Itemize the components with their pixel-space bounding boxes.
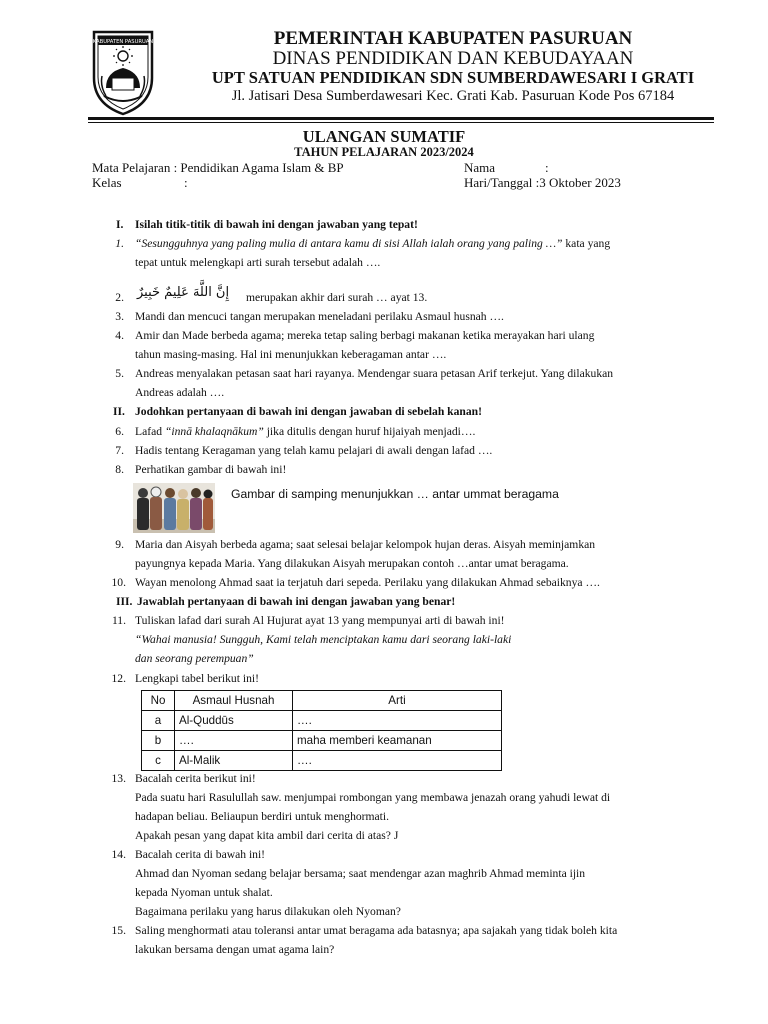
question-6-transliteration: “innā khalaqnākum”	[164, 425, 264, 438]
question-15-line-2: lakukan bersama dengan umat agama lain?	[135, 943, 335, 956]
question-11-text: Tuliskan lafad dari surah Al Hujurat ayat 13 yang mempunyai arti di bawah ini!	[135, 614, 505, 627]
regency-emblem-logo	[88, 26, 158, 116]
table-header-row	[142, 691, 502, 711]
question-2-number: 2.	[115, 291, 124, 304]
question-5-line-1: Andreas menyalakan petasan saat hari rayanya. Mendengar suara petasan Arif terkejut. Yang dilakukan	[135, 367, 614, 380]
question-9-line-1: Maria dan Aisyah berbeda agama; saat selesai belajar kelompok hujan deras. Aisyah meminjamkan	[135, 538, 596, 551]
class-colon: :	[184, 175, 188, 190]
table-row	[142, 751, 502, 771]
header-divider-thin	[88, 122, 714, 123]
question-1-number: 1.	[115, 237, 124, 250]
logo-label: KABUPATEN PASURUAN	[92, 39, 154, 45]
question-3-text: Mandi dan mencuci tangan merupakan meneladani perilaku Asmaul husnah ….	[135, 310, 504, 323]
question-7-text: Hadis tentang Keragaman yang telah kamu pelajari di awali dengan lafad ….	[135, 444, 493, 457]
table-cell: ….	[293, 711, 502, 731]
question-10-number: 10.	[111, 576, 126, 589]
question-15-number: 15.	[111, 924, 126, 937]
question-5-line-2: Andreas adalah ….	[135, 386, 225, 399]
table-cell: maha memberi keamanan	[293, 731, 502, 751]
question-6-number: 6.	[115, 425, 124, 438]
question-1-line-2: tepat untuk melengkapi arti surah tersebut adalah ….	[135, 256, 381, 269]
question-2-text: merupakan akhir dari surah … ayat 13.	[246, 291, 428, 304]
section-3-number: III.	[116, 595, 133, 608]
question-1-quote: “Sesungguhnya yang paling mulia di antara kamu di sisi Allah ialah orang yang paling …”	[135, 237, 563, 250]
question-7-number: 7.	[115, 444, 124, 457]
question-11-quote-line-1: “Wahai manusia! Sungguh, Kami telah menciptakan kamu dari seorang laki-laki	[135, 633, 512, 646]
section-2-heading: Jodohkan pertanyaan di bawah ini dengan jawaban di sebelah kanan!	[135, 405, 482, 418]
question-14-text: Bacalah cerita di bawah ini!	[135, 848, 266, 861]
question-4-line-2: tahun masing-masing. Hal ini menunjukkan keberagaman antar ….	[135, 348, 447, 361]
question-15-line-1: Saling menghormati atau toleransi antar umat beragama ada batasnya; apa sajakah yang tidak boleh kita	[135, 924, 618, 937]
table-header-asmaul-husnah: Asmaul Husnah	[175, 691, 293, 711]
table-cell: c	[142, 751, 175, 771]
question-6-suffix: jika ditulis dengan huruf hijaiyah menjadi….	[263, 425, 476, 438]
question-1-tail: kata yang	[562, 237, 611, 250]
section-2-number: II.	[113, 405, 125, 418]
question-13-question: Apakah pesan yang dapat kita ambil dari cerita di atas? J	[135, 829, 399, 842]
table-cell: ….	[293, 751, 502, 771]
question-6-text	[135, 425, 475, 439]
question-8-number: 8.	[115, 463, 124, 476]
question-14-story-line-1: Ahmad dan Nyoman sedang belajar bersama; saat mendengar azan maghrib Ahmad meminta ijin	[135, 867, 586, 880]
question-11-number: 11.	[111, 614, 126, 627]
table-cell: Al-Malik	[175, 751, 293, 771]
question-13-story-line-1: Pada suatu hari Rasulullah saw. menjumpai rombongan yang membawa jenazah orang yahudi lewat di	[135, 791, 611, 804]
table-header-no: No	[142, 691, 175, 711]
question-12-text: Lengkapi tabel berikut ini!	[135, 672, 259, 685]
class-label: Kelas	[92, 175, 122, 190]
table-cell: ….	[175, 731, 293, 751]
table-row	[142, 731, 502, 751]
question-1-line-1	[135, 237, 610, 251]
question-14-number: 14.	[111, 848, 126, 861]
question-2-arabic: إِنَّ اللَّهَ عَلِيمٌ خَبِيرٌ	[137, 285, 230, 300]
question-10-text: Wayan menolong Ahmad saat ia terjatuh dari sepeda. Perilaku yang dilakukan Ahmad sebaiknya ….	[135, 576, 600, 589]
question-13-text: Bacalah cerita berikut ini!	[135, 772, 256, 785]
question-4-line-1: Amir dan Made berbeda agama; mereka tetap saling berbagi makanan ketika merayakan hari ulang	[135, 329, 595, 342]
section-3-heading: Jawablah pertanyaan di bawah ini dengan jawaban yang benar!	[137, 595, 456, 608]
table-row	[142, 711, 502, 731]
government-title: PEMERINTAH KABUPATEN PASURUAN	[273, 28, 633, 49]
subject-field: Mata Pelajaran : Pendidikan Agama Islam & BP	[92, 160, 344, 175]
question-9-number: 9.	[115, 538, 124, 551]
school-title: UPT SATUAN PENDIDIKAN SDN SUMBERDAWESARI I GRATI	[211, 68, 695, 87]
question-5-number: 5.	[115, 367, 124, 380]
section-1-heading: Isilah titik-titik di bawah ini dengan jawaban yang tepat!	[135, 218, 418, 231]
table-cell: b	[142, 731, 175, 751]
question-4-number: 4.	[115, 329, 124, 342]
asmaul-husna-table	[141, 690, 502, 771]
school-address: Jl. Jatisari Desa Sumberdawesari Kec. Grati Kab. Pasuruan Kode Pos 67184	[231, 88, 675, 104]
name-colon: :	[545, 160, 549, 175]
agency-title: DINAS PENDIDIKAN DAN KEBUDAYAAN	[272, 48, 634, 69]
table-header-arti: Arti	[293, 691, 502, 711]
table-cell: a	[142, 711, 175, 731]
header-divider-thick	[88, 117, 714, 120]
table-cell: Al-Quddūs	[175, 711, 293, 731]
question-9-line-2: payungnya kepada Maria. Yang dilakukan Aisyah merupakan contoh …antar umat beragama.	[135, 557, 569, 570]
school-year: TAHUN PELAJARAN 2023/2024	[294, 145, 474, 159]
exam-title: ULANGAN SUMATIF	[302, 127, 466, 146]
question-12-number: 12.	[111, 672, 126, 685]
question-13-number: 13.	[111, 772, 126, 785]
question-14-story-line-2: kepada Nyoman untuk shalat.	[135, 886, 273, 899]
question-3-number: 3.	[115, 310, 124, 323]
interfaith-people-illustration	[133, 483, 215, 533]
date-field: Hari/Tanggal :3 Oktober 2023	[464, 175, 621, 190]
question-6-prefix: Lafad	[135, 425, 165, 438]
question-11-quote-line-2: dan seorang perempuan”	[135, 652, 254, 665]
name-label: Nama	[464, 160, 496, 175]
question-8-picture-caption: Gambar di samping menunjukkan … antar ummat beragama	[231, 487, 559, 501]
question-8-text: Perhatikan gambar di bawah ini!	[135, 463, 287, 476]
question-13-story-line-2: hadapan beliau. Beliaupun berdiri untuk menghormati.	[135, 810, 390, 823]
question-14-question: Bagaimana perilaku yang harus dilakukan oleh Nyoman?	[135, 905, 401, 918]
section-1-number: I.	[116, 218, 124, 231]
